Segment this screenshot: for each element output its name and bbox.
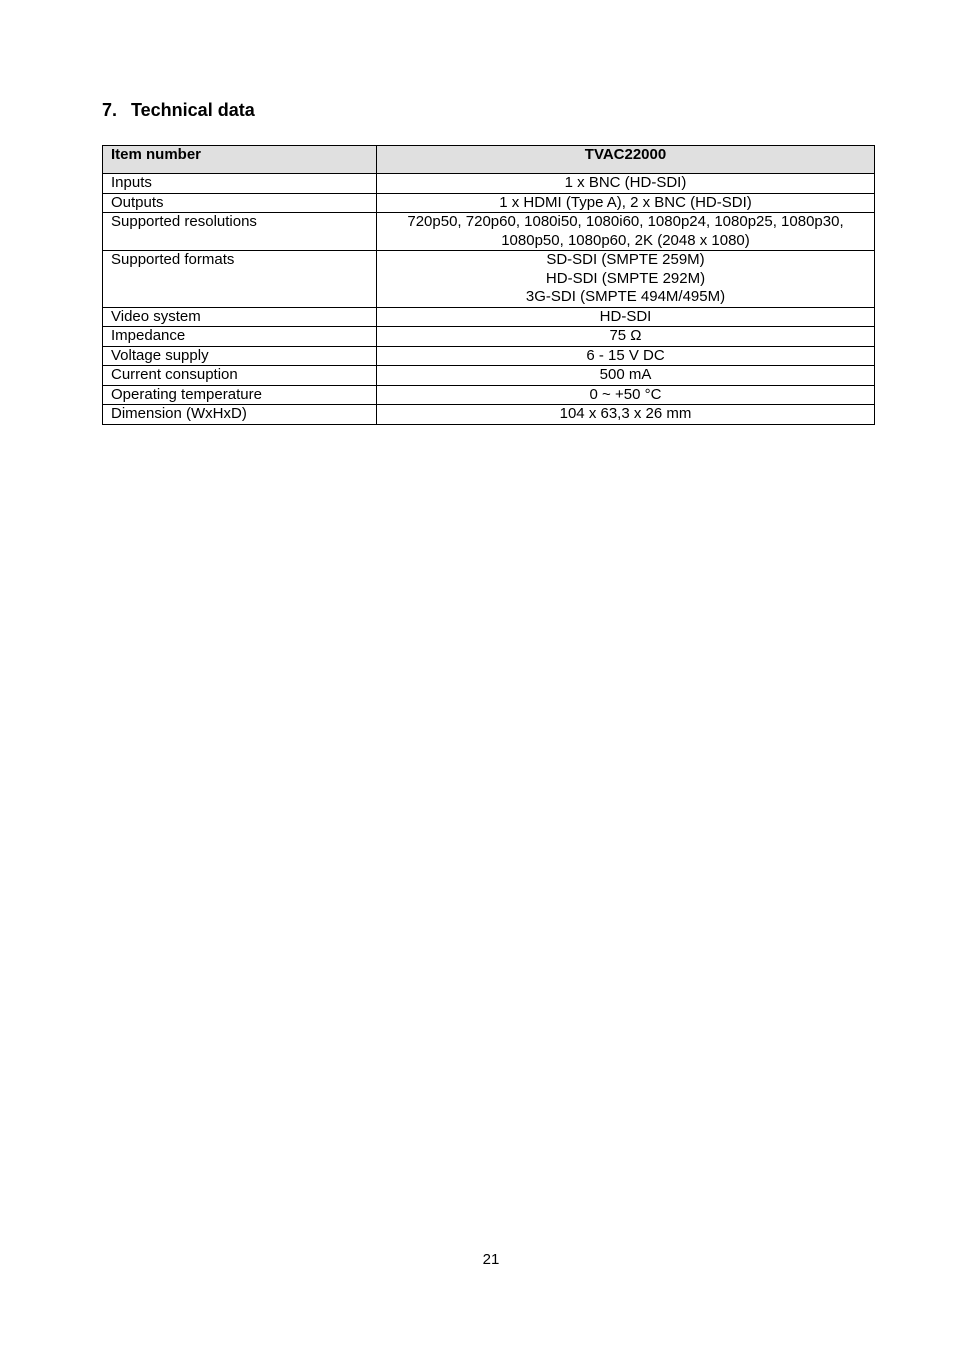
header-label-cell: Item number <box>103 146 377 174</box>
spec-label-cell: Operating temperature <box>103 385 377 405</box>
spec-label-cell: Impedance <box>103 327 377 347</box>
spec-label-cell: Supported formats <box>103 251 377 308</box>
table-row <box>103 346 875 366</box>
table-row <box>103 327 875 347</box>
table-row <box>103 213 875 251</box>
spec-value-line: 1 x BNC (HD-SDI) <box>564 174 687 191</box>
section-number: 7. <box>102 100 118 120</box>
table-row <box>103 251 875 308</box>
spec-value-line: 1 x HDMI (Type A), 2 x BNC (HD-SDI) <box>499 193 752 211</box>
spec-label-cell: Dimension (WxHxD) <box>103 405 377 425</box>
spec-value-cell <box>377 385 875 405</box>
spec-value-cell <box>377 327 875 347</box>
table-header-row <box>103 146 875 174</box>
spec-value-line: 1080p50, 1080p60, 2K (2048 x 1080) <box>501 231 750 249</box>
section-heading <box>102 98 255 122</box>
spec-value-line: HD-SDI (SMPTE 292M) <box>545 269 706 287</box>
spec-value-cell <box>377 251 875 308</box>
page-number: 21 <box>482 1251 500 1268</box>
table-row <box>103 193 875 213</box>
spec-value-cell <box>377 346 875 366</box>
technical-data-table <box>102 145 875 425</box>
spec-value-cell <box>377 213 875 251</box>
spec-value-cell <box>377 174 875 194</box>
spec-value-line: 104 x 63,3 x 26 mm <box>559 405 692 422</box>
spec-value-line: 720p50, 720p60, 1080i50, 1080i60, 1080p24, 1080p25, 1080p30, <box>407 213 844 230</box>
section-title: Technical data <box>131 100 255 120</box>
spec-value-line: HD-SDI <box>599 307 652 325</box>
spec-label-cell: Inputs <box>103 174 377 194</box>
spec-label-cell: Outputs <box>103 193 377 213</box>
spec-value-line: 0 ~ +50 °C <box>589 385 662 403</box>
spec-value-cell <box>377 366 875 386</box>
spec-value-line: 3G-SDI (SMPTE 494M/495M) <box>525 288 726 305</box>
table-row <box>103 174 875 194</box>
spec-label-cell: Supported resolutions <box>103 213 377 251</box>
spec-value-line: 500 mA <box>599 366 652 383</box>
header-value-cell: TVAC22000 <box>377 146 875 174</box>
table-row <box>103 405 875 425</box>
spec-value-line: 75 Ω <box>609 327 642 344</box>
spec-label-cell: Current consuption <box>103 366 377 386</box>
spec-label-cell: Video system <box>103 307 377 327</box>
spec-value-cell <box>377 405 875 425</box>
spec-value-line: SD-SDI (SMPTE 259M) <box>546 251 705 268</box>
table-body <box>103 174 875 425</box>
spec-label-cell: Voltage supply <box>103 346 377 366</box>
spec-value-cell <box>377 307 875 327</box>
spec-value-line: 6 - 15 V DC <box>586 346 665 364</box>
table-row <box>103 366 875 386</box>
spec-value-cell <box>377 193 875 213</box>
table-row <box>103 307 875 327</box>
table-row <box>103 385 875 405</box>
